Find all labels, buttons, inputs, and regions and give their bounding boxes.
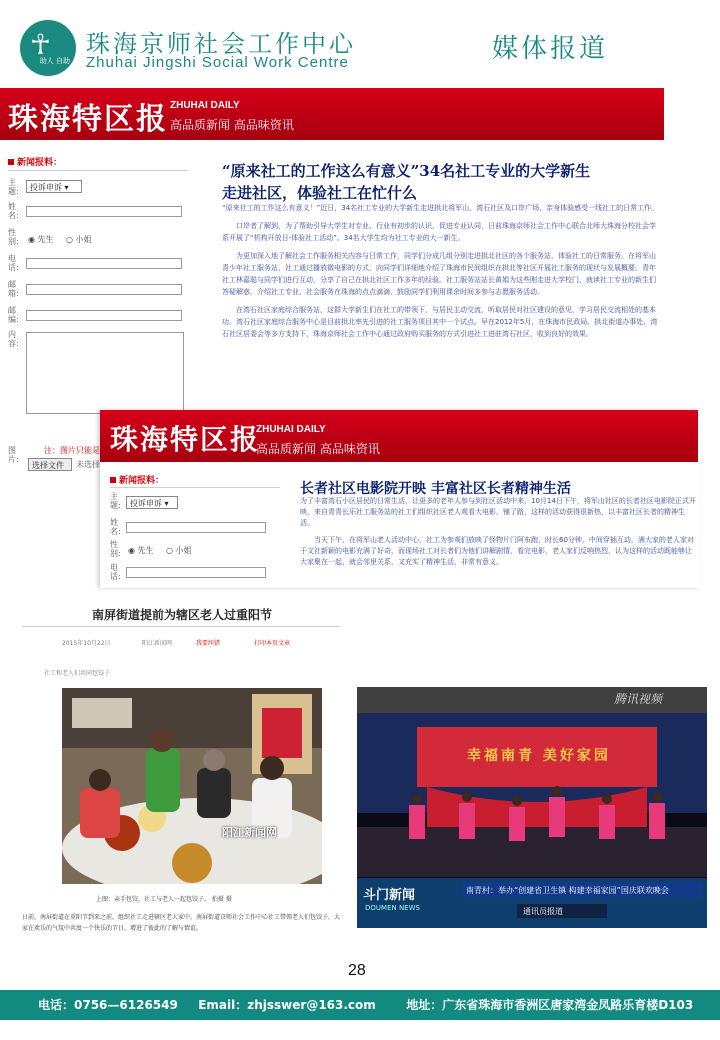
article1-title-line1: “原来社工的工作这么有意义”34名社工专业的大学新生	[222, 162, 591, 180]
article3-divider	[22, 626, 340, 627]
article2-para: 当天下午，在将军山老人活动中心，社工为参观们放映了怪物片门阿布跑，时长60分钟，中间穿插互动，满大家的老人家对于文社新颖的电影充满了好奇，而现场社工对长者们为他们讲解剧情，看完电影，老人家们反响热烈，认为这样的活动既能够让大家聚在一起，就会邻里关系，又充实了精神生活，非常有意义。	[300, 536, 694, 566]
topic-select[interactable]: 投诉申诉 ▾	[26, 180, 82, 193]
male-radio[interactable]: ◉ 先生	[28, 235, 54, 244]
footer-contact-bar	[0, 990, 720, 1020]
topic-label: 主题:	[110, 492, 121, 510]
phone-field[interactable]	[126, 567, 266, 578]
topic-select[interactable]: 投诉申诉 ▾	[126, 496, 178, 509]
file-status: 未选择	[76, 460, 100, 469]
newspaper-banner-2	[100, 410, 698, 462]
newspaper-name-en: ZHUHAI DAILY	[170, 100, 240, 111]
phone-label: 电话:	[8, 254, 19, 272]
article1-para: “原来社工的工作这么有意义！”近日，34名社工专业的大学新生走进拱北将军山、湾石社区及口岸广场，亲身体验感受一线社工的日常工作。	[222, 204, 659, 212]
news-tip-heading: 新闻报料：	[8, 155, 62, 168]
phone-label: 电话:	[110, 563, 121, 581]
newspaper-slogan: 高品质新闻 高品味资讯	[170, 118, 294, 132]
article3-source: 阳江新闻网	[142, 640, 173, 647]
org-logo	[20, 20, 76, 76]
footer-address: 地址：广东省珠海市香洲区唐家湾金凤路乐育楼D103	[406, 998, 694, 1012]
logo-figure-icon: ☥	[30, 28, 51, 61]
article3-body: 日前，南屏街道在重阳节到来之前，组织社工走进辖区老人家中。南屏街道京师社会工作中心社工带领老人们包饺子，大家在欢乐的气氛中共度一个快乐的节日，增进了彼此的了解与情谊。	[22, 914, 341, 932]
postcode-label: 邮编:	[8, 306, 19, 324]
image-label: 图片:	[8, 446, 19, 464]
video-caption-bar	[357, 878, 707, 928]
dumpling-photo-caption: 上图：亲手包饺，社工与老人一起包饺子。 拍摄 摄	[96, 896, 232, 903]
station-name-en: DOUMEN NEWS	[365, 904, 420, 912]
article1-para: 在湾石社区家庭综合服务站，这群大学新生们在社工的带领下，与居民主动交流，听取居民对社区建设的意见，学习居民交流相处的基本功。湾石社区家庭综合服务中心是目前拱北率先引进的社工服务项目其中一个试点。早在2012年5月，在珠海市民政局、拱北街道办事处、湾石社区居委会等多方支持下，珠海京师社会工作中心通过政府购买服务的方式引进社工进驻湾石社区，收到良好的效果。	[222, 306, 658, 338]
article3-print-link[interactable]: 打印本页文章	[254, 640, 291, 647]
form-divider	[110, 487, 280, 488]
article1-body	[222, 202, 662, 408]
footer-email: Email：zhjsswer@163.com	[198, 998, 376, 1012]
news-tip-heading: 新闻报料：	[110, 473, 164, 486]
page-number: 28	[348, 962, 366, 979]
article3-report-link[interactable]: 我要纠错	[196, 640, 221, 647]
email-field[interactable]	[26, 284, 182, 295]
footer-phone: 电话：0756—6126549	[38, 998, 178, 1012]
name-label: 姓名:	[110, 518, 121, 536]
form-divider	[8, 170, 188, 171]
postcode-field[interactable]	[26, 310, 182, 321]
article3-lead: 社工和老人们共同包饺子	[44, 670, 111, 677]
topic-select-value: 投诉申诉	[130, 499, 162, 508]
name-label: 姓名:	[8, 202, 19, 220]
phone-field[interactable]	[26, 258, 182, 269]
article2-para: 为了丰富湾石小区居民的日常生活，让更多的老年人参与到社区活动中来，10月14日下午，将军山社区的长者社区电影院正式开映，来自青青长乐社工服务站的社工们组织社区老人观看大电影，铺了路，这样的活动获得很新热，以丰富社区长者的精神生活。	[300, 497, 696, 527]
article1-para: 为更加深入地了解社会工作服务相关内容与日常工作，同学们分成几组分别走进拱北社区的各个服务站，体验社工的日常服务。在将军山青少年社工服务站，社工通过播放微电影的方式，向同学们详细地介绍了珠海市民间组织在拱北等社区开展社工服务的现状与发展概要。青年社工林嘉聪与同学们进行互动，分享了自己在拱北社区工作多年的经验。社工服务站站长黄娟为这些刚走进大学校门、就读社工专业的新生们答疑解惑，介绍社工专业、社会服务在珠海的点点滴滴，鼓励同学们利用课余时间多参与志愿服务活动。	[222, 252, 656, 296]
female-radio[interactable]: ○ 小姐	[166, 546, 192, 555]
dumpling-photo	[62, 688, 322, 884]
female-radio[interactable]: ○ 小姐	[66, 235, 92, 244]
article1-title-line2: 走进社区，体验社工在忙什么	[222, 184, 418, 202]
gender-label: 性别:	[8, 228, 19, 246]
tencent-video-logo: 腾讯视频	[614, 692, 663, 706]
name-field[interactable]	[126, 522, 266, 533]
article3-title: 南屏街道提前为辖区老人过重阳节	[92, 608, 273, 622]
video-reporter: 通讯员报道	[517, 904, 607, 918]
stage-banner: 幸福南青 美好家园	[467, 748, 611, 764]
content-label: 内容:	[8, 330, 19, 348]
newspaper-name: 珠海特区报	[8, 102, 168, 137]
newspaper-name: 珠海特区报	[110, 423, 261, 456]
image-note: 注：图片只能是	[44, 446, 100, 455]
org-name-cn: 珠海京师社会工作中心	[86, 30, 356, 58]
newspaper-slogan: 高品质新闻 高品味资讯	[256, 442, 380, 456]
video-headline: 南青村：举办“创建省卫生镇 构建幸福家园”国庆联欢晚会	[462, 882, 702, 898]
choose-file-button[interactable]: 选择文件	[28, 458, 72, 471]
content-textarea[interactable]	[26, 332, 184, 414]
section-title: 媒体报道	[492, 34, 609, 64]
photo-watermark: 阳江新闻网	[222, 826, 277, 839]
article3-date: 2015年10月22日	[62, 640, 111, 647]
topic-label: 主题:	[8, 178, 19, 196]
article2-body	[300, 496, 696, 586]
article2-title: 长者社区电影院开映 丰富社区长者精神生活	[300, 481, 571, 497]
station-name: 斗门新闻	[363, 888, 416, 903]
article1-para: 口岸者了解到，为了帮助引导大学生对专业、行业有初步的认识，促进专业认同，日前珠海京师社会工作中心联合北师大珠海分校社会学系开展了“机构开放日-体验社工活动”。34名大学生均为社工专业的大一新生。	[222, 222, 656, 242]
org-name-en: Zhuhai Jingshi Social Work Centre	[86, 54, 349, 71]
name-field[interactable]	[26, 206, 182, 217]
topic-select-value: 投诉申诉	[30, 183, 62, 192]
newspaper-banner-1	[0, 88, 664, 140]
gender-label: 性别:	[110, 540, 121, 558]
newspaper-name-en: ZHUHAI DAILY	[256, 424, 326, 435]
dumpling-photo-art	[62, 688, 322, 884]
logo-subtext: 助人 自助	[39, 57, 70, 65]
male-radio[interactable]: ◉ 先生	[128, 546, 154, 555]
email-label: 邮箱:	[8, 280, 19, 298]
